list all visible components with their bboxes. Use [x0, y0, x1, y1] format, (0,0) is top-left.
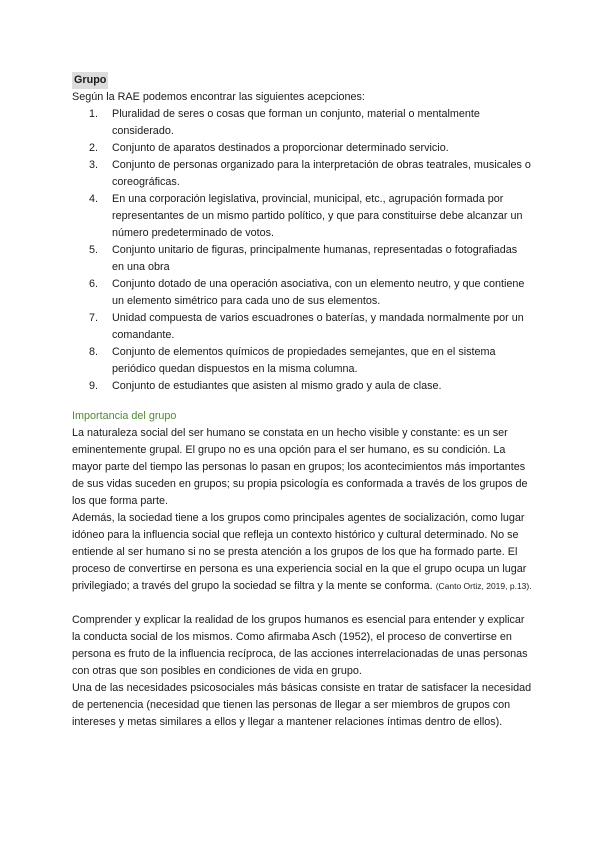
section-heading-grupo: Grupo: [72, 72, 108, 89]
citation: (Canto Ortiz, 2019, p.13).: [435, 581, 532, 591]
list-item-text: En una corporación legislativa, provincial, municipal, etc., agrupación formada por representantes de un mismo partido político, y que para constituirse debe alcanzar un número predeterminado de votos.: [112, 193, 523, 239]
list-item: [72, 242, 532, 276]
list-item-text: Unidad compuesta de varios escuadrones o baterías, y mandada normalmente por un comandante.: [112, 312, 524, 341]
list-item-number: 2.: [89, 142, 99, 154]
list-item-number: 4.: [89, 193, 99, 205]
list-item-text: Conjunto de elementos químicos de propiedades semejantes, que en el sistema periódico quedan dispuestos en la misma columna.: [112, 346, 496, 375]
list-item-text: Conjunto unitario de figuras, principalmente humanas, representadas o fotografiadas en una obra: [112, 244, 518, 273]
definitions-list: [72, 106, 532, 395]
list-item: [72, 310, 532, 344]
section-title-importancia: Importancia del grupo: [72, 410, 177, 422]
intro-text: Según la RAE podemos encontrar las siguientes acepciones:: [72, 91, 365, 103]
list-item-number: 6.: [89, 278, 99, 290]
list-item: [72, 378, 532, 395]
paragraph-2: [72, 510, 532, 595]
list-item-number: 8.: [89, 346, 99, 358]
list-item-number: 7.: [89, 312, 99, 324]
document-page: [72, 72, 532, 731]
list-item: [72, 191, 532, 242]
list-item-text: Conjunto de personas organizado para la interpretación de obras teatrales, musicales o coreográficas.: [112, 159, 531, 188]
list-item-text: Pluralidad de seres o cosas que forman un conjunto, material o mentalmente considerado.: [112, 108, 480, 137]
list-item: [72, 344, 532, 378]
list-item-text: Conjunto de estudiantes que asisten al mismo grado y aula de clase.: [112, 380, 442, 392]
list-item: [72, 276, 532, 310]
list-item-text: Conjunto de aparatos destinados a proporcionar determinado servicio.: [112, 142, 449, 154]
list-item-number: 1.: [89, 108, 99, 120]
paragraph-spacer: [72, 595, 532, 612]
list-item: [72, 106, 532, 140]
paragraph-4: Una de las necesidades psicosociales más básicas consiste en tratar de satisfacer la necesidad de pertenencia (necesidad que tienen las personas de llegar a ser miembros de grupos con intereses y metas similares a ellos y llegar a mantener relaciones íntimas dentro de ellos).: [72, 682, 532, 728]
list-item-number: 9.: [89, 380, 99, 392]
paragraph-3: Comprender y explicar la realidad de los grupos humanos es esencial para entender y explicar la conducta social de los mismos. Como afirmaba Asch (1952), el proceso de convertirse en persona es fruto de la influencia recíproca, de las acciones interrelacionadas de unas personas con otras que son posibles en condiciones de vida en grupo.: [72, 614, 528, 677]
list-item-number: 5.: [89, 244, 99, 256]
paragraph-1: La naturaleza social del ser humano se constata en un hecho visible y constante: es un ser eminentemente grupal. El grupo no es una opción para el ser humano, es su condición. La mayor parte del tiempo las personas lo pasan en grupos; los acontecimientos más importantes de sus vidas suceden en grupos; su propia psicología es conformada a través de los grupos de los que forma parte.: [72, 427, 528, 507]
list-item-number: 3.: [89, 159, 99, 171]
list-item: [72, 140, 532, 157]
paragraph-2-text: Además, la sociedad tiene a los grupos como principales agentes de socialización, como lugar idóneo para la influencia social que refleja un contexto histórico y cultural determinado. No se entiende al ser humano si no se presta atención a los grupos de los que ha formado parte. El proceso de convertirse en persona es una experiencia social en la que el grupo ocupa un lugar privilegiado; a través del grupo la sociedad se filtra y la mente se conforma.: [72, 512, 527, 592]
heading-line: [72, 72, 532, 89]
list-item: [72, 157, 532, 191]
list-item-text: Conjunto dotado de una operación asociativa, con un elemento neutro, y que contiene un elemento simétrico para cada uno de sus elementos.: [112, 278, 525, 307]
